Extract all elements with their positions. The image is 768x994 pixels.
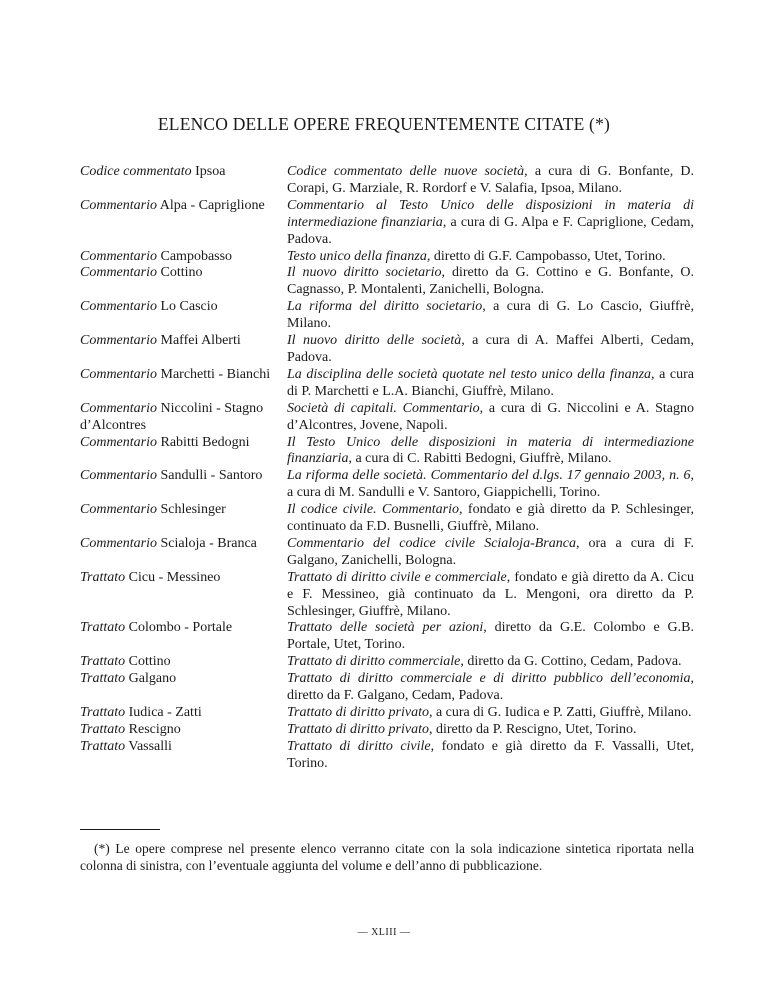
citation-abbreviation: [80, 620, 287, 654]
citation-entry: [80, 435, 694, 469]
abbreviation-author: Alpa - Capriglione: [157, 197, 265, 213]
work-title: La disciplina delle società quotate nel testo unico della finanza: [287, 366, 652, 382]
citation-description: [287, 401, 694, 435]
citation-entry: [80, 164, 694, 198]
abbreviation-author: Scialoja - Branca: [157, 535, 257, 551]
abbreviation-author: Niccolini - Stagno d’Alcontres: [80, 400, 264, 433]
citation-description: [287, 435, 694, 469]
citation-abbreviation: [80, 739, 287, 773]
citation-abbreviation: [80, 164, 287, 198]
abbreviation-author: Lo Cascio: [157, 299, 218, 315]
work-details: , diretto da F. Galgano, Cedam, Padova.: [287, 671, 694, 704]
citation-description: [287, 671, 694, 705]
citation-description: [287, 739, 694, 773]
citation-entry: [80, 705, 694, 722]
citation-entry: [80, 367, 694, 401]
work-title: Testo unico della finanza: [287, 248, 427, 264]
work-title: La riforma delle società. Commentario del d.lgs. 17 gennaio 2003, n. 6: [287, 468, 691, 484]
abbreviation-author: Cicu - Messineo: [125, 569, 221, 585]
abbreviation-author: Colombo - Portale: [125, 620, 233, 636]
work-title: La riforma del diritto societario: [287, 299, 483, 315]
citation-description: [287, 705, 694, 722]
abbreviation-author: Sandulli - Santoro: [157, 468, 263, 484]
work-details: , a cura di P. Marchetti e L.A. Bianchi, Giuffrè, Milano.: [287, 366, 694, 399]
citation-entry: [80, 722, 694, 739]
work-title: Trattato di diritto privato: [287, 721, 429, 737]
citation-description: [287, 654, 694, 671]
citation-entry: [80, 570, 694, 621]
abbreviation-author: Vassalli: [125, 738, 172, 754]
work-title: Codice commentato delle nuove società: [287, 164, 525, 179]
work-title: Commentario del codice civile Scialoja-Branca: [287, 535, 576, 551]
work-details: , a cura di G. Alpa e F. Capriglione, Cedam, Padova.: [287, 214, 694, 247]
citation-abbreviation: [80, 671, 287, 705]
abbreviation-author: Cottino: [157, 265, 203, 281]
citation-abbreviation: [80, 654, 287, 671]
abbreviation-series: Commentario: [80, 502, 157, 518]
citation-description: [287, 468, 694, 502]
work-details: , diretto da P. Rescigno, Utet, Torino.: [428, 721, 637, 737]
abbreviation-author: Iudica - Zatti: [125, 705, 202, 720]
citation-entry: [80, 739, 694, 773]
citation-entry: [80, 333, 694, 367]
citation-entry: [80, 536, 694, 570]
citation-description: [287, 502, 694, 536]
abbreviation-series: Trattato: [80, 705, 126, 720]
citation-abbreviation: [80, 570, 287, 621]
work-details: , a cura di A. Maffei Alberti, Cedam, Padova.: [287, 333, 695, 365]
citation-abbreviation: [80, 265, 287, 299]
citation-description: [287, 722, 694, 739]
citation-abbreviation: [80, 705, 287, 722]
abbreviation-series: Commentario: [80, 468, 157, 484]
work-title: Trattato di diritto commerciale: [287, 654, 461, 670]
citation-entry: [80, 468, 694, 502]
abbreviation-series: Commentario: [80, 434, 157, 450]
work-details: , fondato e già diretto da P. Schlesinger, continuato da F.D. Busnelli, Giuffrè, Milano.: [287, 502, 694, 535]
citation-description: [287, 333, 694, 367]
work-title: Commentario al Testo Unico delle disposizioni in materia di intermediazione finanziaria: [287, 197, 694, 230]
abbreviation-author: Galgano: [125, 671, 177, 687]
citation-abbreviation: [80, 435, 287, 469]
work-details: , a cura di G. Bonfante, D. Corapi, G. Marziale, R. Rordorf e V. Salafia, Ipsoa, Milano.: [287, 164, 695, 196]
abbreviation-series: Trattato: [80, 671, 126, 687]
abbreviation-series: Trattato: [80, 654, 126, 670]
citation-abbreviation: [80, 401, 287, 435]
citation-entry: [80, 620, 694, 654]
citation-entry: [80, 198, 694, 249]
work-details: , diretto da G.E. Colombo e G.B. Portale, Utet, Torino.: [287, 620, 694, 653]
abbreviation-series: Trattato: [80, 569, 126, 585]
citation-entry: [80, 249, 694, 266]
work-details: , a cura di G. Iudica e P. Zatti, Giuffrè, Milano.: [428, 705, 692, 720]
abbreviation-series: Commentario: [80, 400, 157, 416]
citation-entry: [80, 502, 694, 536]
citation-description: [287, 198, 694, 249]
abbreviation-series: Commentario: [80, 366, 157, 382]
citation-list: [80, 164, 694, 773]
abbreviation-author: Ipsoa: [191, 164, 226, 179]
citation-abbreviation: [80, 722, 287, 739]
citation-entry: [80, 299, 694, 333]
citation-description: [287, 164, 694, 198]
work-title: Trattato di diritto civile: [287, 738, 431, 754]
citation-abbreviation: [80, 299, 287, 333]
work-title: Trattato di diritto commerciale e di diritto pubblico dell’economia: [287, 671, 691, 687]
abbreviation-series: Commentario: [80, 299, 157, 315]
work-title: Trattato di diritto privato: [287, 705, 429, 720]
citation-abbreviation: [80, 198, 287, 249]
footnote: (*) Le opere comprese nel presente elenco verranno citate con la sola indicazione sintetica riportata nella colonna di sinistra, con l’eventuale aggiunta del volume e dell’anno di pubblicazione.: [80, 841, 694, 873]
citation-description: [287, 367, 694, 401]
work-title: Società di capitali. Commentario: [287, 400, 480, 416]
work-details: , fondato e già diretto da A. Cicu e F. Messineo, già continuato da L. Mengoni, ora diretto da P. Schlesinger, Giuffrè, Milano.: [287, 569, 694, 619]
citation-description: [287, 249, 694, 266]
work-details: , diretto da G. Cottino e G. Bonfante, O. Cagnasso, P. Montalenti, Zanichelli, Bologna.: [287, 265, 695, 298]
citation-description: [287, 536, 694, 570]
citation-description: [287, 620, 694, 654]
work-title: Trattato delle società per azioni: [287, 620, 484, 636]
abbreviation-series: Commentario: [80, 197, 157, 213]
citation-abbreviation: [80, 333, 287, 367]
abbreviation-author: Schlesinger: [157, 502, 226, 518]
citation-entry: [80, 265, 694, 299]
work-title: Il nuovo diritto delle società: [287, 333, 462, 349]
citation-entry: [80, 654, 694, 671]
work-details: , a cura di C. Rabitti Bedogni, Giuffrè, Milano.: [348, 451, 612, 467]
work-title: Il codice civile. Commentario: [287, 502, 460, 518]
abbreviation-author: Marchetti - Bianchi: [157, 366, 271, 382]
citation-description: [287, 570, 694, 621]
work-details: , fondato e già diretto da F. Vassalli, Utet, Torino.: [287, 738, 694, 771]
abbreviation-series: Commentario: [80, 535, 157, 551]
abbreviation-author: Rabitti Bedogni: [157, 434, 250, 450]
citation-description: [287, 265, 694, 299]
footnote-rule: [80, 829, 160, 830]
citation-abbreviation: [80, 536, 287, 570]
citation-abbreviation: [80, 249, 287, 266]
abbreviation-series: Commentario: [80, 248, 157, 264]
work-details: , a cura di G. Niccolini e A. Stagno d’Alcontres, Jovene, Napoli.: [287, 400, 695, 433]
work-details: , a cura di G. Lo Cascio, Giuffrè, Milano.: [287, 299, 694, 332]
work-title: Il nuovo diritto societario: [287, 265, 442, 281]
abbreviation-series: Trattato: [80, 721, 126, 737]
abbreviation-author: Cottino: [125, 654, 171, 670]
work-details: , diretto di G.F. Campobasso, Utet, Torino.: [426, 248, 666, 264]
citation-abbreviation: [80, 468, 287, 502]
abbreviation-series: Trattato: [80, 738, 126, 754]
abbreviation-author: Maffei Alberti: [157, 333, 241, 349]
citation-entry: [80, 401, 694, 435]
work-details: , diretto da G. Cottino, Cedam, Padova.: [460, 654, 682, 670]
page-number: — XLIII —: [357, 927, 411, 938]
citation-abbreviation: [80, 502, 287, 536]
work-details: , ora a cura di F. Galgano, Zanichelli, Bologna.: [287, 535, 694, 568]
abbreviation-author: Campobasso: [157, 248, 233, 264]
abbreviation-series: Commentario: [80, 333, 157, 349]
work-title: Trattato di diritto civile e commerciale: [287, 569, 507, 585]
work-title: Il Testo Unico delle disposizioni in materia di intermediazione finanziaria: [287, 434, 694, 467]
citation-abbreviation: [80, 367, 287, 401]
abbreviation-author: Rescigno: [125, 721, 181, 737]
abbreviation-series: Commentario: [80, 265, 157, 281]
abbreviation-series: Trattato: [80, 620, 126, 636]
abbreviation-series: Codice commentato: [80, 164, 192, 179]
citation-entry: [80, 671, 694, 705]
page-title: ELENCO DELLE OPERE FREQUENTEMENTE CITATE (*): [157, 114, 611, 134]
work-details: , a cura di M. Sandulli e V. Santoro, Giappichelli, Torino.: [287, 468, 694, 501]
citation-description: [287, 299, 694, 333]
